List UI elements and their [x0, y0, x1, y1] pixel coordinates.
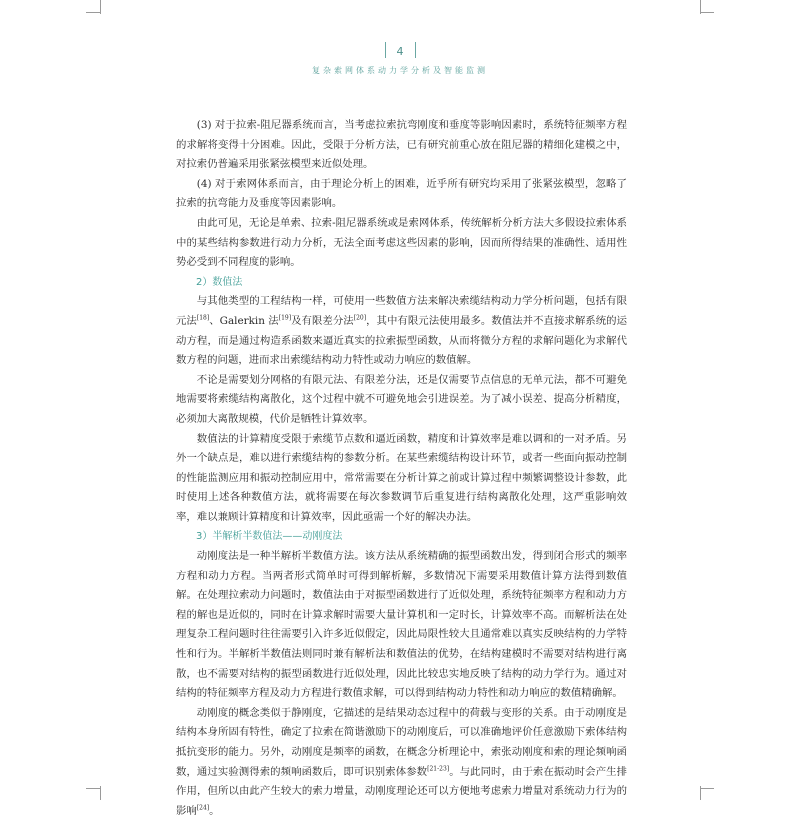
paragraph-4-part-b: 、Galerkin 法 — [209, 314, 279, 327]
crop-mark-top-left-h — [86, 12, 100, 13]
paragraph-6: 数值法的计算精度受限于索缆节点数和逼近函数，精度和计算效率是难以调和的一对矛盾。另外一个缺点是，难以进行索缆结构的参数分析。在某些索缆结构设计环节，或者一些面向振动控制的性能监测应用和振动控制应用中，常常需要在分析计算之前或计算过程中频繁调整设计参数，此时使用上述各种数值方法，就将需要在每次参数调节后重复进行结构离散化处理，这严重影响效率，难以兼顾计算精度和计算效率，因此亟需一个好的解决办法。 — [176, 432, 627, 523]
citation-ref-20: [20] — [353, 314, 367, 322]
citation-ref-19: [19] — [278, 314, 292, 322]
running-head: 复杂索网体系动力学分析及智能监测 — [312, 66, 488, 75]
section-heading-numerical: 2）数值法 — [196, 276, 243, 288]
crop-mark-bottom-right-h — [700, 788, 714, 789]
crop-mark-bottom-right-v — [700, 786, 701, 800]
paragraph-4-part-d: ，其中有限元法使用最多。数值法并不直接求解系统的运动方程，而是通过构造系函数来逼近真实的拉索振型函数，从而将微分方程的求解问题化为求解代数方程的问题，进而求出索缆结构动力特性或动力响应的数值解。 — [176, 314, 627, 367]
paragraph-1: (3) 对于拉索-阻尼器系统而言，当考虑拉索抗弯刚度和垂度等影响因素时，系统特征频率方程的求解将变得十分困难。因此，受限于分析方法，已有研究前重心放在阻尼器的精细化建模之中，对拉索仍普遍采用张紧弦模型来近似处理。 — [176, 119, 627, 171]
page-header — [0, 40, 800, 76]
section-heading-dynamic-stiffness: 3）半解析半数值法——动刚度法 — [196, 531, 343, 543]
crop-mark-bottom-left-h — [86, 788, 100, 789]
paragraph-4-part-c: 及有限差分法 — [291, 314, 354, 327]
paragraph-4-part-a: 与其他类型的工程结构一样，可使用一些数值方法来解决索缆结构动力学分析问题，包括有限元法 — [176, 295, 627, 327]
paragraph-5: 不论是需要划分网格的有限元法、有限差分法，还是仅需要节点信息的无单元法，都不可避免地需要将索缆结构离散化，这个过程中就不可避免地会引进误差。为了减小误差、提高分析精度，必须加大离散规模，代价是牺牲计算效率。 — [176, 373, 627, 425]
paragraph-8-part-b: 。与此同时，由于索在振动时会产生排作用，但所以由此产生较大的索力增量，动刚度理论还可以方便地考虑索力增量对系统动力行为的影响 — [176, 765, 628, 817]
page-number-frame — [385, 40, 416, 59]
crop-mark-top-right-v — [700, 0, 701, 14]
paragraph-8-part-c: 。 — [209, 804, 220, 817]
citation-ref-18: [18] — [196, 314, 210, 322]
paragraph-3: 由此可见，无论是单索、拉索-阻尼器系统或是索网体系，传统解析分析方法大多假设拉索体系中的某些结构参数进行动力分析，无法全面考虑这些因素的影响，因而所得结果的准确性、适用性势必受到不同程度的影响。 — [176, 216, 627, 269]
crop-mark-top-right-h — [700, 12, 714, 13]
paragraph-8 — [176, 704, 627, 821]
citation-ref-24: [24] — [196, 804, 210, 812]
paragraph-7: 动刚度法是一种半解析半数值方法。该方法从系统精确的振型函数出发，得到闭合形式的频率方程和动力方程。当两者形式简单时可得到解析解，多数情况下需要采用数值计算方法得到数值解。在处理拉索动力问题时，数值法由于对振型函数进行了近似处理，系统特征频率方程和动力方程的解也是近似的，同时在计算求解时需要大量计算机和一定时长，计算效率不高。而解析法在处理复杂工程问题时往往需要引入许多近似假定，因此局限性较大且通常难以真实反映结构的力学特性和行为。半解析半数值法则同时兼有解析法和数值法的优势，在结构建模时不需要对结构进行离散，也不需要对结构的振型函数进行近似处理，因此比较忠实地反映了结构的动力学行为。通过对结构的特征频率方程及动力方程进行数值求解，可以得到结构动力特性和动力响应的数值精确解。 — [176, 550, 627, 700]
page-number: 4 — [396, 45, 404, 58]
crop-mark-bottom-left-v — [100, 786, 101, 800]
citation-ref-21-23: [21-23] — [427, 765, 450, 773]
crop-mark-top-left-v — [100, 0, 101, 14]
paragraph-4 — [176, 292, 627, 370]
paragraph-2: (4) 对于索网体系而言，由于理论分析上的困难，近乎所有研究均采用了张紧弦模型，忽略了拉索的抗弯能力及垂度等因素影响。 — [176, 177, 627, 210]
page-body — [176, 116, 627, 821]
paragraph-8-part-a: 动刚度的概念类似于静刚度，它描述的是结果动态过程中的荷载与变形的关系。由于动刚度是结构本身所固有特性，确定了拉索在简谐激励下的动刚度后，可以准确地评价任意激励下索体结构抵抗变形的能力。另外，动刚度是频率的函数，在概念分析理论中，索张动刚度和索的理论频响函数，通过实验测得索的频响函数后，即可识别索体参数 — [176, 706, 627, 778]
